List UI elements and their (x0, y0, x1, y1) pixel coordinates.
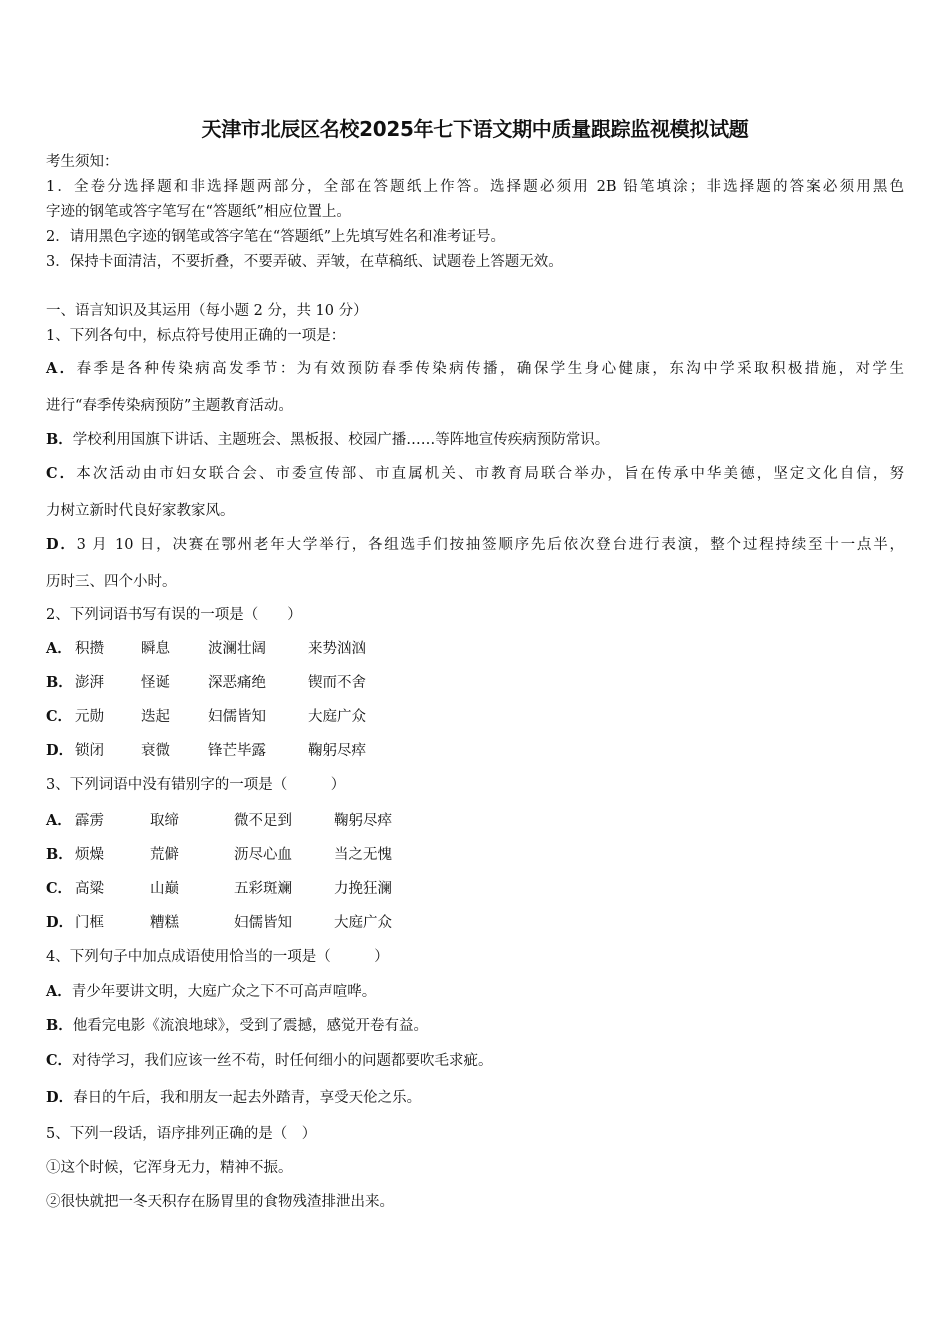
question-2-option-c (46, 708, 366, 726)
question-3-option-b (46, 846, 392, 864)
option-letter: B． (46, 1017, 73, 1034)
option-letter: B． (46, 431, 73, 448)
option-letter: D． (46, 1089, 74, 1106)
option-text: 春日的午后，我和朋友一起去外踏青，享受天伦之乐。 (73, 1090, 422, 1106)
option-word: 锲而不舍 (308, 675, 366, 691)
option-letter: D． (46, 914, 74, 931)
page-title: 天津市北辰区名校2025年七下语文期中质量跟踪监视模拟试题 (201, 117, 749, 141)
question-4-option-a (46, 983, 376, 1001)
option-word: 衰微 (141, 743, 170, 759)
option-word: 高粱 (75, 881, 104, 897)
option-text: 春季是各种传染病高发季节：为有效预防春季传染病传播，确保学生身心健康，东沟中学采取积极措施，对学生 (76, 361, 904, 377)
option-word: 鞠躬尽瘁 (308, 743, 366, 759)
question-4-stem: 4、下列句子中加点成语使用恰当的一项是（ ） (46, 949, 389, 965)
option-word: 锋芒毕露 (208, 743, 266, 759)
option-word: 门框 (75, 915, 104, 931)
option-word: 波澜壮阔 (208, 641, 266, 657)
question-1-option-b (46, 431, 609, 449)
option-text: 对待学习，我们应该一丝不苟，时任何细小的问题都要吹毛求疵。 (72, 1053, 493, 1069)
question-5-stem: 5、下列一段话，语序排列正确的是（ ） (46, 1126, 317, 1142)
question-3-option-a (46, 812, 392, 830)
question-5-sentence-2: ②很快就把一冬天积存在肠胃里的食物残渣排泄出来。 (46, 1194, 394, 1210)
option-text: 他看完电影《流浪地球》，受到了震撼，感觉开卷有益。 (72, 1018, 429, 1034)
option-letter: C． (46, 880, 73, 897)
option-letter: D． (46, 742, 74, 759)
option-word: 鞠躬尽瘁 (334, 813, 392, 829)
question-5-sentence-1: ①这个时候，它浑身无力，精神不振。 (46, 1160, 293, 1176)
question-4-option-c (46, 1052, 493, 1070)
question-1-option-d-cont: 历时三、四个小时。 (46, 574, 177, 590)
question-1-option-a-cont: 进行“春季传染病预防”主题教育活动。 (46, 398, 293, 414)
option-word: 大庭广众 (308, 709, 366, 725)
question-2-option-d (46, 742, 366, 760)
option-letter: A． (46, 360, 77, 377)
question-1-option-d (46, 536, 904, 554)
question-2-option-a (46, 640, 366, 658)
option-word: 来势汹汹 (308, 641, 366, 657)
option-word: 霹雳 (75, 813, 104, 829)
option-text: 青少年要讲文明，大庭广众之下不可高声喧哗。 (71, 984, 377, 1000)
option-word: 五彩斑斓 (234, 881, 292, 897)
option-letter: C． (46, 1052, 73, 1069)
option-word: 澎湃 (75, 675, 104, 691)
option-word: 深恶痛绝 (208, 675, 266, 691)
notice-item-3: 3．保持卡面清洁，不要折叠，不要弄破、弄皱，在草稿纸、试题卷上答题无效。 (46, 254, 563, 270)
question-3-option-d (46, 914, 392, 932)
question-3-stem: 3、下列词语中没有错别字的一项是（ ） (46, 777, 346, 793)
option-text: 学校利用国旗下讲话、主题班会、黑板报、校园广播……等阵地宣传疾病预防常识。 (72, 432, 610, 448)
option-letter: A． (46, 983, 72, 1000)
option-letter: D． (46, 536, 77, 553)
option-word: 力挽狂澜 (334, 881, 392, 897)
option-word: 沥尽心血 (234, 847, 292, 863)
option-word: 糟糕 (150, 915, 179, 931)
question-4-option-d (46, 1089, 421, 1107)
section-heading: 一、语言知识及其运用（每小题 2 分，共 10 分） (46, 303, 368, 319)
option-word: 锁闭 (75, 743, 104, 759)
option-word: 取缔 (150, 813, 179, 829)
question-2-stem: 2、下列词语书写有误的一项是（ ） (46, 607, 302, 623)
option-word: 烦燥 (75, 847, 104, 863)
option-letter: A． (46, 640, 72, 657)
option-letter: C． (46, 465, 77, 482)
option-word: 瞬息 (141, 641, 170, 657)
option-word: 怪诞 (141, 675, 170, 691)
option-letter: A． (46, 812, 72, 829)
option-word: 妇儒皆知 (208, 709, 266, 725)
notice-heading: 考生须知： (46, 154, 119, 170)
option-word: 妇儒皆知 (234, 915, 292, 931)
notice-item-1-line-1: 1．全卷分选择题和非选择题两部分，全部在答题纸上作答。选择题必须用 2B 铅笔填涂；非选择题的答案必须用黑色 (46, 179, 904, 195)
question-1-option-c-cont: 力树立新时代良好家教家风。 (46, 503, 235, 519)
option-word: 大庭广众 (334, 915, 392, 931)
notice-item-2: 2．请用黑色字迹的钢笔或答字笔在“答题纸”上先填写姓名和准考证号。 (46, 229, 506, 245)
question-3-option-c (46, 880, 392, 898)
option-letter: B． (46, 674, 73, 691)
question-1-option-c (46, 465, 904, 483)
notice-item-1-line-2: 字迹的钢笔或答字笔写在“答题纸”相应位置上。 (46, 204, 351, 220)
question-1-stem: 1、下列各句中，标点符号使用正确的一项是： (46, 328, 346, 344)
option-word: 元勋 (75, 709, 104, 725)
option-word: 当之无愧 (334, 847, 392, 863)
option-word: 迭起 (141, 709, 170, 725)
option-word: 积攒 (75, 641, 104, 657)
option-word: 荒僻 (150, 847, 179, 863)
option-letter: C． (46, 708, 73, 725)
option-text: 本次活动由市妇女联合会、市委宣传部、市直属机关、市教育局联合举办，旨在传承中华美德，坚定文化自信，努 (76, 466, 905, 482)
question-1-option-a (46, 360, 904, 378)
option-word: 山巅 (150, 881, 179, 897)
option-letter: B． (46, 846, 73, 863)
question-4-option-b (46, 1017, 428, 1035)
question-2-option-b (46, 674, 366, 692)
option-word: 微不足到 (234, 813, 292, 829)
option-text: 3 月 10 日，决赛在鄂州老年大学举行，各组选手们按抽签顺序先后依次登台进行表演，整个过程持续至十一点半， (76, 537, 904, 553)
